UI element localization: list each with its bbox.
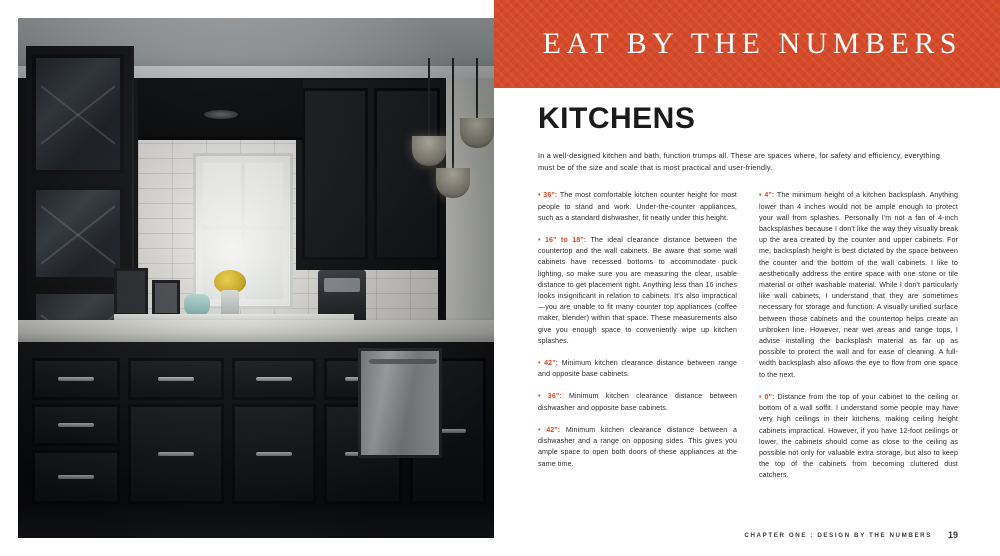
espresso-panel	[324, 278, 360, 292]
list-item-text	[538, 425, 737, 470]
pendant-shade	[436, 168, 470, 198]
right-page	[494, 0, 1000, 556]
drawer-pull	[58, 377, 94, 381]
cabinet-door	[232, 404, 316, 504]
list-item-lead: • 42":	[538, 359, 559, 368]
list-item	[538, 190, 737, 224]
column-right	[759, 190, 958, 492]
floor	[18, 504, 494, 538]
pendant-light	[452, 58, 454, 168]
pendant-shade	[412, 136, 446, 166]
pendant-shade	[460, 118, 494, 148]
list-item-body: The ideal clearance distance between the countertop and the wall cabinets. Be aware that some wall cabinets have recessed bottoms to accommodate puck lighting, so make sure you are measuring the clear, usable distance to get placement right. Anything less than 16 inches looks insignificant in relation to cabinets. It's also impractical—you are unable to fit many counter top appliances (coffee maker, blender) within that space. These measurements also give you enough space to conveniently wipe up kitchen splashes.	[538, 236, 737, 345]
intro-paragraph: In a well-designed kitchen and bath, function trumps all. These are spaces where, for safety and efficiency, everything must be of the size and scale that is most practical and user-friendly.	[538, 151, 940, 173]
glass-cabinet-door	[32, 186, 124, 281]
picture-frame	[114, 268, 148, 316]
page-content	[538, 88, 958, 493]
column-left	[538, 190, 737, 492]
cabinet-door	[128, 404, 224, 504]
list-item-body: Minimum kitchen clearance distance between a dishwasher and a range on opposing sides. This gives you ample space to open both doors of these appliances at the same time.	[538, 425, 738, 468]
list-item-text	[538, 190, 737, 224]
drawer-pull	[58, 475, 94, 479]
list-item	[538, 391, 737, 413]
drawer-pull	[256, 452, 292, 456]
pendant-light	[476, 58, 478, 118]
banner-title: EAT BY THE NUMBERS	[542, 27, 962, 60]
glass-cabinet-door	[32, 54, 124, 174]
page-number: 19	[947, 530, 958, 540]
list-item-lead: • 16" to 18":	[538, 236, 587, 245]
list-item	[538, 425, 737, 470]
page-title: KITCHENS	[538, 102, 696, 135]
list-item-text	[759, 190, 958, 380]
drawer	[32, 450, 120, 504]
drawer-pull	[58, 423, 94, 427]
recessed-light-icon	[204, 110, 238, 119]
pendant-light	[428, 58, 430, 136]
list-item-lead: • 4":	[759, 191, 775, 200]
list-item-body: Minimum kitchen clearance distance between range and opposite base cabinets.	[538, 359, 737, 379]
list-item-lead: • 0":	[759, 392, 775, 401]
running-head: CHAPTER ONE : DESIGN BY THE NUMBERS	[744, 531, 932, 539]
list-item	[538, 235, 737, 347]
two-column-body	[538, 190, 958, 492]
drawer	[232, 358, 316, 400]
page-footer	[538, 530, 958, 540]
list-item-lead: • 36":	[538, 392, 562, 401]
list-item-text	[538, 235, 737, 347]
drawer	[32, 404, 120, 446]
drawer	[128, 358, 224, 400]
kitchen-photo	[18, 18, 494, 538]
cabinet-door	[374, 88, 440, 260]
list-item-body: The most comfortable kitchen counter height for most people to stand and work. Under-the-counter appliances, such as a standard dishwasher, fit neatly under this height.	[538, 191, 737, 222]
drawer	[32, 358, 120, 400]
list-item-body: Minimum kitchen clearance distance between dishwasher and opposite base cabinets.	[538, 392, 737, 412]
dishwasher	[358, 348, 442, 458]
list-item-lead: • 36":	[538, 191, 558, 200]
list-item	[759, 190, 958, 380]
list-item-text	[538, 391, 737, 413]
drawer-pull	[158, 377, 194, 381]
dishwasher-handle	[369, 359, 437, 364]
cabinet-door	[302, 88, 368, 260]
drawer-pull	[256, 377, 292, 381]
teapot	[184, 294, 210, 316]
upper-cabinets	[296, 80, 446, 270]
list-item-body: Distance from the top of your cabinet to the ceiling or bottom of a wall soffit. I understand some people may have very high ceilings in their kitchens, making ceiling height cabinets impractical. However, if you have 12-foot ceilings or lower, the cabinets should come as close to the ceiling as possible not only for valuable extra storage, but also to keep the top of the cabinets from becoming cluttered dust catchers.	[759, 392, 958, 480]
countertop	[18, 320, 494, 342]
list-item	[759, 392, 958, 482]
list-item	[538, 358, 737, 380]
soffit-hood-box	[138, 78, 303, 140]
list-item-lead: • 42":	[538, 425, 561, 434]
picture-frame	[152, 280, 180, 316]
list-item-text	[759, 392, 958, 482]
list-item-text	[538, 358, 737, 380]
window-mullion-horizontal	[203, 226, 283, 230]
list-item-body: The minimum height of a kitchen backsplash. Anything lower than 4 inches would not be ample enough to protect your wall from splashes. Personally I'm not a fan of 4-inch backsplashes because I don't like the way they visually break up the area created by the counter and upper cabinets. For me, backsplash height is best dictated by the space between the counter and the bottom of the wall cabinets. I like to aesthetically address the entire space with one stone or tile material or other washable material. While I don't particularly like wall cabinets, I understand that they are sometimes necessary for storage and function. A visually unified surface between those cabinets and the countertop helps create an unbroken line. However, near wet areas and range tops, I advise installing the backsplash material as far up as possible to protect the wall and for ease of cleaning. A full-width backsplash also allows the eye to flow from one space to the next.	[759, 191, 958, 379]
chapter-banner	[494, 0, 1000, 88]
drawer-pull	[158, 452, 194, 456]
